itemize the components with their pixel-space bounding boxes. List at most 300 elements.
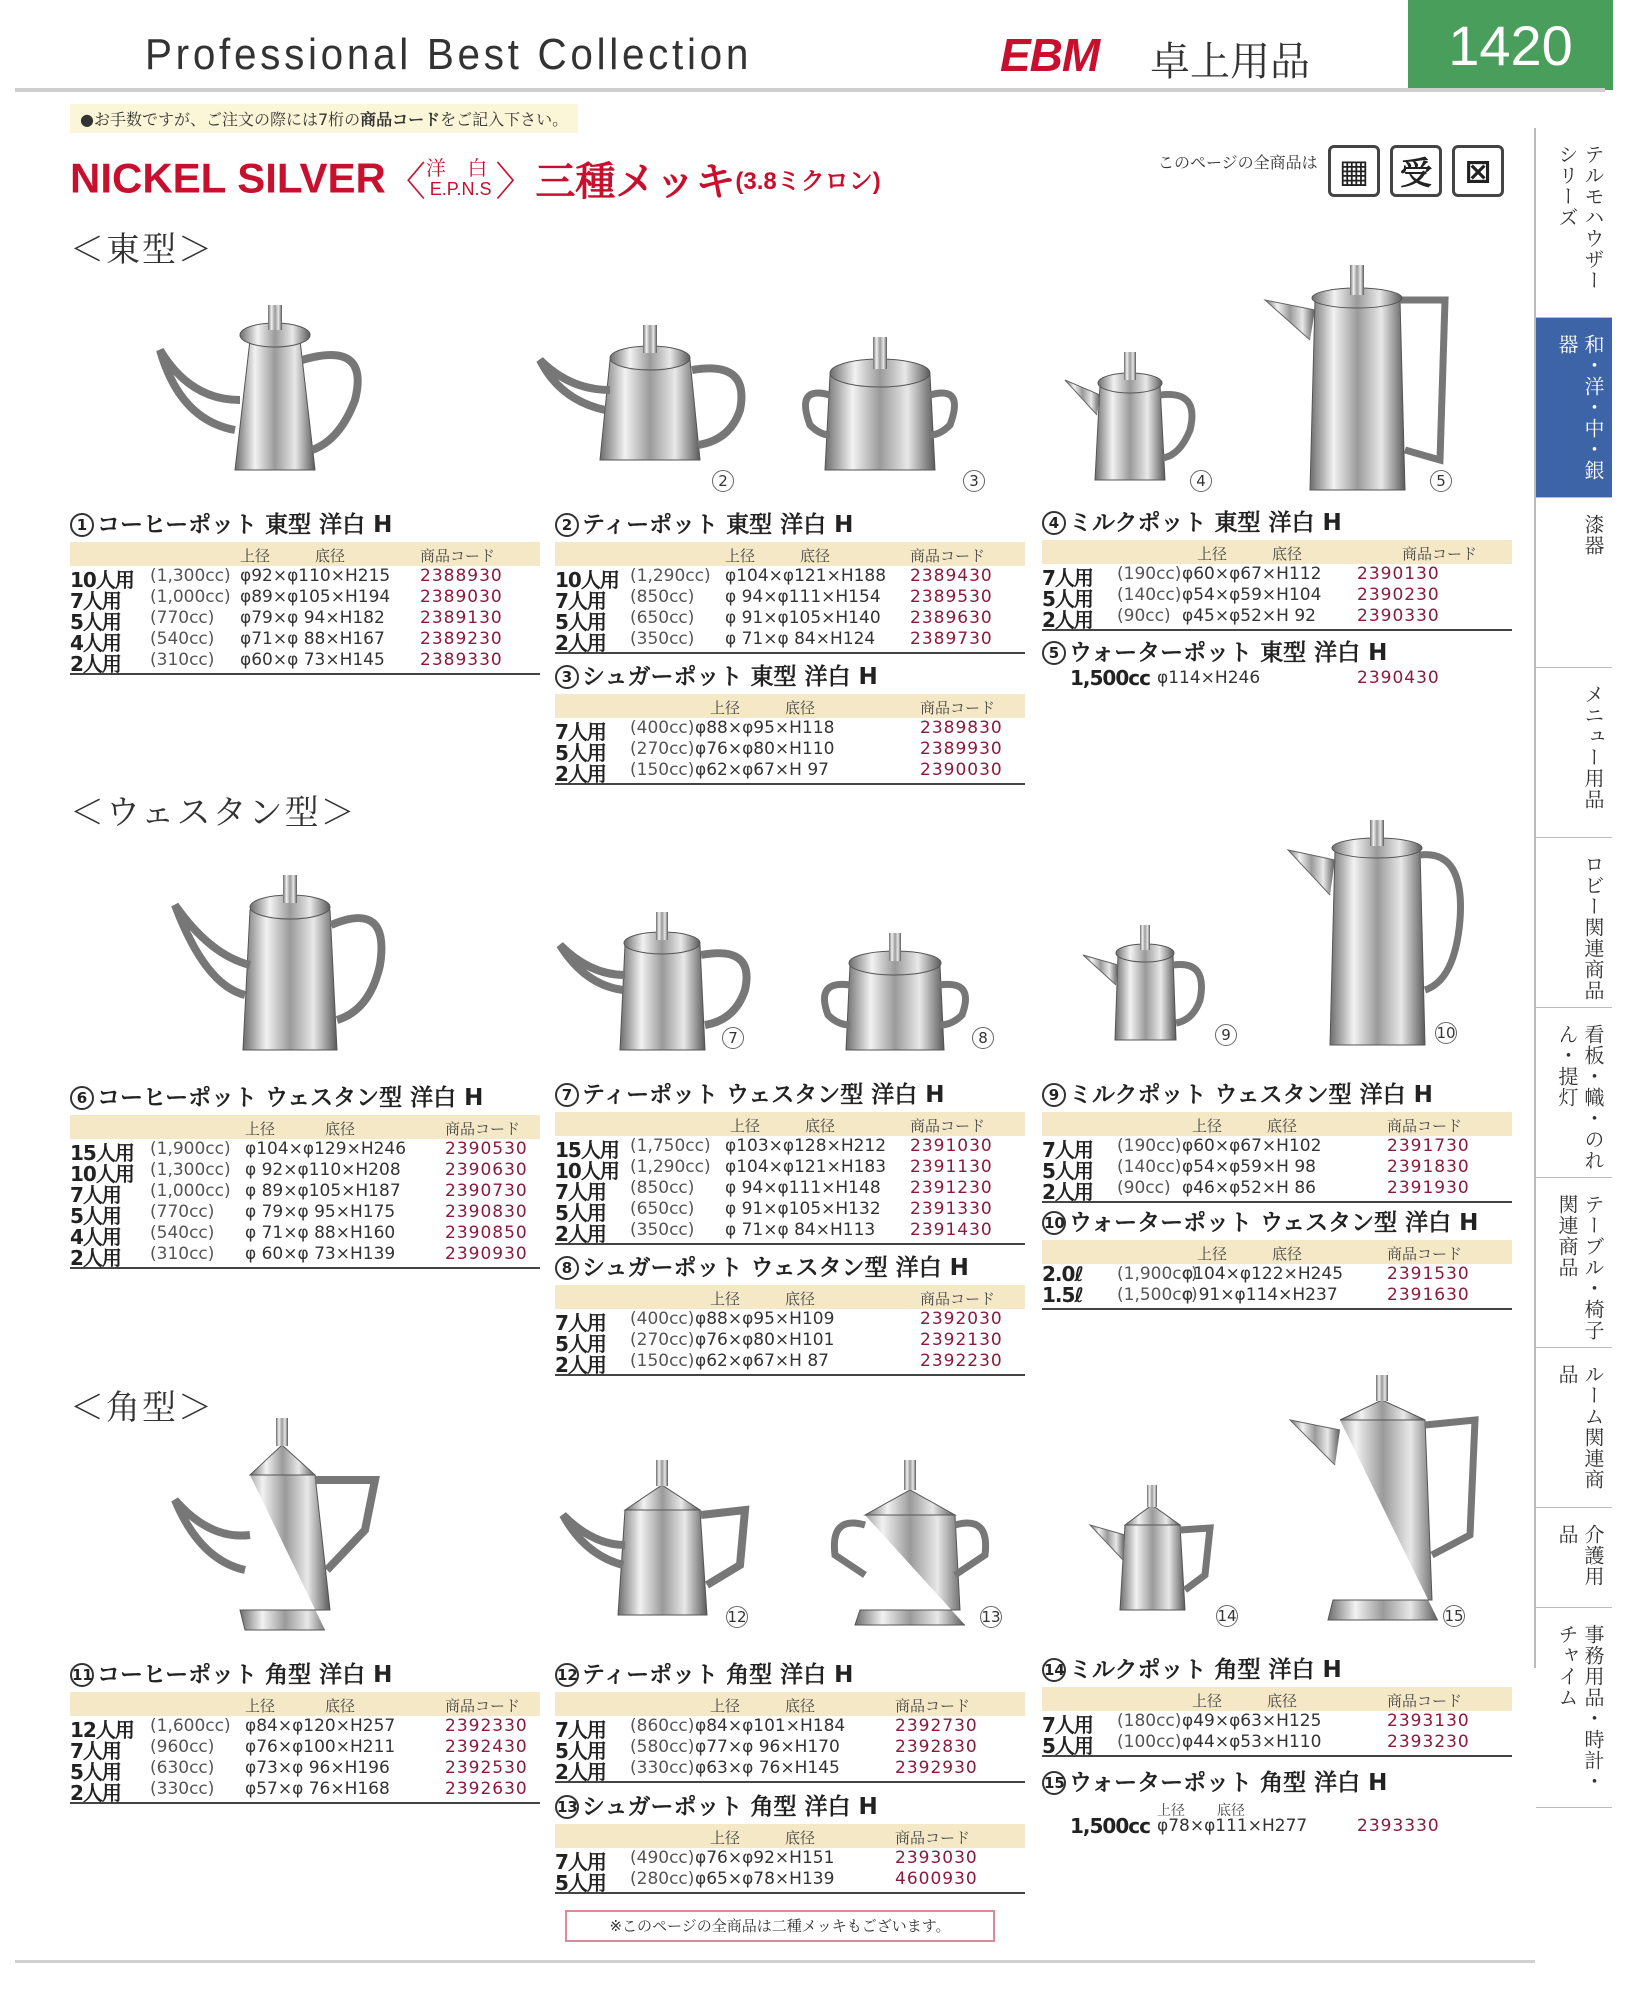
capacity-label: 4人用	[70, 1225, 121, 1249]
table-row	[70, 1223, 540, 1249]
volume-cc: (350cc)	[630, 1220, 695, 1240]
product-title-text: ミルクポット 東型 洋白 H	[1069, 510, 1342, 536]
product-number-badge: 5	[1042, 641, 1066, 665]
product-code: 2392530	[445, 1758, 528, 1778]
capacity-label: 2人用	[555, 1760, 606, 1784]
volume-cc: (330cc)	[630, 1758, 695, 1778]
spec-table-header	[1042, 1687, 1512, 1711]
header-bottom-diameter: 底径	[785, 1829, 816, 1847]
capacity-label: 2人用	[70, 652, 121, 676]
dimensions: φ46×φ52×H 86	[1182, 1178, 1316, 1198]
dimensions: φ88×φ95×H109	[695, 1309, 835, 1329]
volume-cc: (190cc)	[1117, 1136, 1182, 1156]
dimensions: φ103×φ128×H212	[725, 1136, 887, 1156]
dimensions: φ 94×φ111×H154	[725, 587, 881, 607]
table-row	[70, 1160, 540, 1186]
dimensions: φ 71×φ 88×H160	[245, 1223, 396, 1243]
capacity-label: 2人用	[555, 1222, 606, 1246]
header-bottom-diameter: 底径	[1217, 1803, 1245, 1819]
sidebar-tab-thermo[interactable]: テルモハウザーシリーズ	[1536, 128, 1612, 318]
volume-cc: (1,750cc)	[630, 1136, 711, 1156]
spec-table-header	[70, 1692, 540, 1716]
spec-table-rows	[555, 1309, 1025, 1376]
capacity-label: 5人用	[70, 1204, 121, 1228]
spec-table-rows	[555, 1848, 1025, 1894]
product-code: 2393130	[1387, 1711, 1470, 1731]
dimensions: φ63×φ 76×H145	[695, 1758, 840, 1778]
sidebar-tab-lobby[interactable]: ロビー関連商品	[1536, 838, 1612, 1008]
product-title-text: コーヒーポット ウェスタン型 洋白 H	[97, 1085, 484, 1111]
volume-cc: (860cc)	[630, 1716, 695, 1736]
coffee-pot-square-image	[165, 1410, 405, 1640]
header-bottom-diameter: 底径	[800, 547, 831, 565]
spec-table-rows	[1042, 564, 1512, 631]
product-code: 2392830	[895, 1737, 978, 1757]
product-code: 2389030	[420, 587, 503, 607]
volume-cc: (540cc)	[150, 629, 215, 649]
volume-cc: (400cc)	[630, 1309, 695, 1329]
header-bottom-diameter: 底径	[1267, 1692, 1298, 1710]
volume-cc: (1,000cc)	[150, 1181, 231, 1201]
table-row	[70, 1758, 540, 1784]
header-top-diameter: 上径	[710, 1290, 741, 1308]
table-row	[555, 608, 1025, 634]
item-number-9: 9	[1215, 1024, 1237, 1046]
spec-table-header	[1042, 1240, 1512, 1264]
table-row	[555, 1737, 1025, 1763]
capacity-label: 7人用	[1042, 566, 1093, 590]
product-code: 2389630	[910, 608, 993, 628]
capacity-label: 5人用	[1042, 1734, 1093, 1758]
table-row	[555, 760, 1025, 786]
item-number-10: 10	[1436, 1024, 1456, 1042]
spec-table-header	[555, 1112, 1025, 1136]
sidebar-tab-lacquer[interactable]: 漆器	[1536, 498, 1612, 668]
volume-cc: (1,300cc)	[150, 1160, 231, 1180]
dimensions: φ 79×φ 95×H175	[245, 1202, 396, 1222]
header-bottom-diameter: 底径	[1272, 545, 1303, 563]
product-code: 2393330	[1357, 1816, 1440, 1836]
sidebar-tab-room[interactable]: ルーム関連商品	[1536, 1348, 1612, 1508]
header-product-code: 商品コード	[1402, 545, 1478, 563]
spec-table-header	[555, 1285, 1025, 1309]
catalog-brand-title: Professional Best Collection	[145, 30, 753, 79]
ebm-logo: EBM	[1000, 29, 1100, 81]
header-top-diameter: 上径	[245, 1697, 276, 1715]
volume-cc: (100cc)	[1117, 1732, 1182, 1752]
product-code: 2390630	[445, 1160, 528, 1180]
dimensions: φ104×φ122×H245	[1182, 1264, 1344, 1284]
volume-cc: (1,900cc)	[1117, 1264, 1198, 1284]
shop-icon: ▦	[1328, 145, 1380, 197]
sugar-pot-square-image	[820, 1455, 1000, 1630]
spec-table-header	[555, 1824, 1025, 1848]
product-title-text: シュガーポット 東型 洋白 H	[582, 664, 878, 690]
item-number-13: 13	[981, 1608, 1001, 1626]
product-title	[70, 510, 540, 540]
spec-table-header	[555, 542, 1025, 566]
table-row	[555, 587, 1025, 613]
product-code: 2391730	[1387, 1136, 1470, 1156]
product-block-8	[555, 1253, 1025, 1376]
capacity-label: 15人用	[70, 1141, 134, 1165]
volume-cc: (150cc)	[630, 760, 695, 780]
product-block-6	[70, 1083, 540, 1269]
volume-cc: (190cc)	[1117, 564, 1182, 584]
product-title	[555, 510, 1025, 540]
product-code: 2389130	[420, 608, 503, 628]
dimensions: φ92×φ110×H215	[240, 566, 391, 586]
all-items-label: このページの全商品は	[1158, 153, 1318, 172]
category-sidebar	[1534, 128, 1612, 1792]
volume-cc: (490cc)	[630, 1848, 695, 1868]
item-number-2: 2	[712, 470, 734, 492]
table-row	[70, 1716, 540, 1742]
header-top-diameter: 上径	[1192, 1117, 1223, 1135]
spec-table-header	[555, 1692, 1025, 1716]
product-code: 2389230	[420, 629, 503, 649]
capacity-label: 4人用	[70, 631, 121, 655]
product-title-text: ウォーターポット ウェスタン型 洋白 H	[1069, 1210, 1479, 1236]
volume-cc: (280cc)	[630, 1869, 695, 1889]
product-code: 2389730	[910, 629, 993, 649]
table-row	[70, 608, 540, 634]
volume-cc: (310cc)	[150, 650, 215, 670]
sidebar-tab-tableware[interactable]: 和・洋・中・銀器	[1536, 318, 1612, 498]
sugar-pot-western-image	[810, 925, 980, 1060]
capacity-label: 7人用	[70, 589, 121, 613]
product-title-text: シュガーポット ウェスタン型 洋白 H	[582, 1255, 969, 1281]
capacity-label: 2人用	[70, 1246, 121, 1270]
capacity-label: 7人用	[555, 1311, 606, 1335]
spec-table-rows	[1042, 1816, 1512, 1844]
header-product-code: 商品コード	[895, 1697, 971, 1715]
table-row	[1042, 1711, 1512, 1737]
spec-table-rows	[555, 1716, 1025, 1783]
capacity-label: 2人用	[1042, 608, 1093, 632]
order-notice: ●お手数ですが、ご注文の際には7桁の商品コードをご記入下さい。	[70, 104, 578, 133]
item-number-12: 12	[727, 1608, 747, 1626]
table-row	[555, 1178, 1025, 1204]
product-title	[70, 1660, 540, 1690]
product-code: 2391530	[1387, 1264, 1470, 1284]
product-block-1	[70, 510, 540, 675]
volume-cc: (270cc)	[630, 739, 695, 759]
table-row	[555, 1309, 1025, 1335]
header-product-code: 商品コード	[920, 699, 996, 717]
product-code: 2393030	[895, 1848, 978, 1868]
capacity-label: 7人用	[555, 1718, 606, 1742]
capacity-label: 1.5ℓ	[1042, 1283, 1083, 1307]
capacity-label: 10人用	[70, 1162, 134, 1186]
product-title	[1042, 638, 1512, 668]
spec-table-rows	[1042, 668, 1512, 696]
product-code: 2391830	[1387, 1157, 1470, 1177]
dimensions: φ84×φ120×H257	[245, 1716, 396, 1736]
product-code: 2391430	[910, 1220, 993, 1240]
product-code: 2391130	[910, 1157, 993, 1177]
header-bottom-diameter: 底径	[1267, 1117, 1298, 1135]
dimensions: φ 60×φ 73×H139	[245, 1244, 396, 1264]
sidebar-tab-care[interactable]: 介護用品	[1536, 1508, 1612, 1608]
capacity-label: 5人用	[1042, 1159, 1093, 1183]
dimensions: φ 89×φ105×H187	[245, 1181, 401, 1201]
dimensions: φ54×φ59×H104	[1182, 585, 1322, 605]
product-number-badge: 7	[555, 1083, 579, 1107]
table-row	[1042, 1732, 1512, 1758]
product-code: 2390230	[1357, 585, 1440, 605]
dimensions: φ84×φ101×H184	[695, 1716, 846, 1736]
header-product-code: 商品コード	[910, 547, 986, 565]
volume-cc: (150cc)	[630, 1351, 695, 1371]
item-number-3: 3	[963, 470, 985, 492]
volume-cc: (140cc)	[1117, 585, 1182, 605]
product-title	[1042, 1080, 1512, 1110]
dimensions: φ 91×φ105×H132	[725, 1199, 881, 1219]
product-number-badge: 12	[555, 1663, 579, 1687]
header-divider	[15, 88, 1605, 92]
volume-cc: (90cc)	[1117, 606, 1171, 626]
capacity-label: 2人用	[70, 1781, 121, 1805]
item-number-15: 15	[1444, 1607, 1464, 1625]
dimensions: φ76×φ92×H151	[695, 1848, 835, 1868]
dimensions: φ89×φ105×H194	[240, 587, 391, 607]
capacity-label: 7人用	[1042, 1713, 1093, 1737]
table-row	[70, 1139, 540, 1165]
product-code: 2390830	[445, 1202, 528, 1222]
volume-cc: (90cc)	[1117, 1178, 1171, 1198]
product-code: 2390850	[445, 1223, 528, 1243]
volume-cc: (330cc)	[150, 1779, 215, 1799]
capacity-label: 5人用	[555, 1739, 606, 1763]
volume-cc: (1,000cc)	[150, 587, 231, 607]
header-bottom-diameter: 底径	[805, 1117, 836, 1135]
dimensions: φ104×φ129×H246	[245, 1139, 407, 1159]
table-row	[70, 1202, 540, 1228]
sidebar-tab-menu[interactable]: メニュー用品	[1536, 668, 1612, 838]
spec-table-rows	[555, 718, 1025, 785]
spec-table-header	[1042, 1112, 1512, 1136]
sidebar-tab-tables[interactable]: テーブル・椅子関連商品	[1536, 1178, 1612, 1348]
capacity-label: 10人用	[555, 1159, 619, 1183]
header-product-code: 商品コード	[1387, 1245, 1463, 1263]
spec-table-header	[555, 694, 1025, 718]
product-number-badge: 9	[1042, 1083, 1066, 1107]
product-code: 2390130	[1357, 564, 1440, 584]
volume-cc: (350cc)	[630, 629, 695, 649]
capacity-label: 5人用	[70, 1760, 121, 1784]
product-code: 2392030	[920, 1309, 1003, 1329]
header-bottom-diameter: 底径	[1272, 1245, 1303, 1263]
header-product-code: 商品コード	[445, 1120, 521, 1138]
product-block-11	[70, 1660, 540, 1804]
capacity-label: 1,500cc	[1070, 1814, 1150, 1838]
page-number: 1420	[1408, 0, 1613, 90]
volume-cc: (960cc)	[150, 1737, 215, 1757]
table-row	[1042, 1136, 1512, 1162]
header-top-diameter: 上径	[1197, 1245, 1228, 1263]
volume-cc: (770cc)	[150, 1202, 215, 1222]
product-number-badge: 2	[555, 513, 579, 537]
header-product-code: 商品コード	[420, 547, 496, 565]
product-code: 2392230	[920, 1351, 1003, 1371]
spec-table-rows	[70, 1139, 540, 1269]
volume-cc: (1,290cc)	[630, 566, 711, 586]
product-title-text: シュガーポット 角型 洋白 H	[582, 1794, 878, 1820]
spec-table-rows	[70, 1716, 540, 1804]
dimensions: φ 71×φ 84×H113	[725, 1220, 876, 1240]
sidebar-tab-signs[interactable]: 看板・幟・のれん・提灯	[1536, 1008, 1612, 1178]
plating-note: ※このページの全商品は二種メッキもございます。	[565, 1910, 995, 1942]
header-top-diameter: 上径	[710, 1697, 741, 1715]
dimensions: φ57×φ 76×H168	[245, 1779, 390, 1799]
product-number-badge: 14	[1042, 1658, 1066, 1682]
dimensions: φ79×φ 94×H182	[240, 608, 385, 628]
dimensions: φ114×H246	[1157, 668, 1261, 688]
product-code: 2392430	[445, 1737, 528, 1757]
header-product-code: 商品コード	[895, 1829, 971, 1847]
volume-cc: (850cc)	[630, 587, 695, 607]
capacity-label: 2人用	[1042, 1180, 1093, 1204]
capacity-label: 15人用	[555, 1138, 619, 1162]
capacity-label: 7人用	[555, 1850, 606, 1874]
volume-cc: (540cc)	[150, 1223, 215, 1243]
spec-table-rows	[555, 566, 1025, 654]
item-number-8: 8	[972, 1027, 994, 1049]
product-title	[555, 1253, 1025, 1283]
spec-table-rows	[555, 1136, 1025, 1245]
header-top-diameter: 上径	[710, 1829, 741, 1847]
product-title	[1042, 1655, 1512, 1685]
table-row	[1042, 1264, 1512, 1285]
product-number-badge: 13	[555, 1795, 579, 1819]
product-number-badge: 11	[70, 1663, 94, 1687]
dimensions: φ78×φ111×H277	[1157, 1816, 1308, 1836]
milk-pot-square-image	[1085, 1480, 1215, 1620]
product-code: 2392930	[895, 1758, 978, 1778]
product-code: 2390330	[1357, 606, 1440, 626]
product-number-badge: 8	[555, 1256, 579, 1280]
product-block-12	[555, 1660, 1025, 1783]
capacity-label: 2人用	[555, 1353, 606, 1377]
table-row	[555, 629, 1025, 655]
product-block-9	[1042, 1080, 1512, 1203]
table-row	[70, 629, 540, 655]
table-row	[1042, 1178, 1512, 1204]
dimensions: φ62×φ67×H 87	[695, 1351, 829, 1371]
volume-cc: (850cc)	[630, 1178, 695, 1198]
footer-divider	[15, 1960, 1535, 1963]
product-code: 2393230	[1387, 1732, 1470, 1752]
dimensions: φ 94×φ111×H148	[725, 1178, 881, 1198]
header-top-diameter: 上径	[1192, 1692, 1223, 1710]
product-title-text: コーヒーポット 角型 洋白 H	[97, 1662, 393, 1688]
volume-cc: (180cc)	[1117, 1711, 1182, 1731]
product-code: 2391330	[910, 1199, 993, 1219]
capacity-label: 10人用	[555, 568, 619, 592]
item-number-5: 5	[1430, 470, 1452, 492]
table-row	[555, 1199, 1025, 1225]
product-title-text: ティーポット 東型 洋白 H	[582, 512, 854, 538]
spec-table-header	[1042, 540, 1512, 564]
capacity-label: 7人用	[555, 1180, 606, 1204]
capacity-label: 7人用	[70, 1183, 121, 1207]
volume-cc: (650cc)	[630, 1199, 695, 1219]
header-product-code: 商品コード	[1387, 1117, 1463, 1135]
volume-cc: (770cc)	[150, 608, 215, 628]
coffee-pot-western-image	[165, 855, 405, 1065]
table-row	[70, 1181, 540, 1207]
header-top-diameter: 上径	[710, 699, 741, 717]
product-code: 2389330	[420, 650, 503, 670]
product-code: 2391930	[1387, 1178, 1470, 1198]
coffee-pot-east-image	[140, 280, 400, 500]
tea-pot-square-image	[555, 1455, 765, 1630]
header-bottom-diameter: 底径	[325, 1120, 356, 1138]
product-code: 2389430	[910, 566, 993, 586]
spec-table-header	[70, 542, 540, 566]
table-row	[1042, 606, 1512, 632]
product-title	[1042, 1208, 1512, 1238]
dimensions: φ49×φ63×H125	[1182, 1711, 1322, 1731]
spec-table-rows	[1042, 1711, 1512, 1757]
product-code: 2392730	[895, 1716, 978, 1736]
product-title	[555, 662, 1025, 692]
capacity-label: 5人用	[555, 1201, 606, 1225]
product-title-text: ティーポット ウェスタン型 洋白 H	[582, 1082, 945, 1108]
dimensions: φ104×φ121×H188	[725, 566, 887, 586]
product-title	[555, 1080, 1025, 1110]
product-number-badge: 1	[70, 513, 94, 537]
product-code: 2390930	[445, 1244, 528, 1264]
volume-cc: (580cc)	[630, 1737, 695, 1757]
milk-pot-western-image	[1078, 915, 1208, 1045]
header-product-code: 商品コード	[445, 1697, 521, 1715]
product-block-14	[1042, 1655, 1512, 1757]
volume-cc: (1,900cc)	[150, 1139, 231, 1159]
capacity-label: 5人用	[555, 741, 606, 765]
table-row	[555, 566, 1025, 592]
capacity-label: 5人用	[555, 1871, 606, 1895]
product-code: 2392130	[920, 1330, 1003, 1350]
table-row	[1042, 1285, 1512, 1306]
header-top-diameter: 上径	[1157, 1803, 1185, 1819]
category-title: 卓上用品	[1150, 39, 1310, 85]
product-title-text: ウォーターポット 角型 洋白 H	[1069, 1770, 1388, 1796]
product-code: 2389830	[920, 718, 1003, 738]
product-title-text: ミルクポット ウェスタン型 洋白 H	[1069, 1082, 1433, 1108]
product-block-5	[1042, 638, 1512, 696]
table-row	[555, 1848, 1025, 1874]
capacity-label: 2人用	[555, 762, 606, 786]
table-row	[1042, 585, 1512, 611]
volume-cc: (400cc)	[630, 718, 695, 738]
product-block-4	[1042, 508, 1512, 631]
section-heading-east: ＜東型＞	[70, 230, 214, 270]
product-title	[1042, 1768, 1512, 1798]
dimensions: φ104×φ121×H183	[725, 1157, 887, 1177]
product-code: 2391230	[910, 1178, 993, 1198]
product-code: 2390430	[1357, 668, 1440, 688]
table-row	[1042, 1816, 1512, 1842]
volume-cc: (270cc)	[630, 1330, 695, 1350]
capacity-label: 12人用	[70, 1718, 134, 1742]
capacity-label: 5人用	[1042, 587, 1093, 611]
sidebar-tab-office[interactable]: 事務用品・時計・チャイム	[1536, 1608, 1612, 1808]
product-code: 2390730	[445, 1181, 528, 1201]
capacity-label: 7人用	[70, 1739, 121, 1763]
capacity-label: 5人用	[555, 1332, 606, 1356]
